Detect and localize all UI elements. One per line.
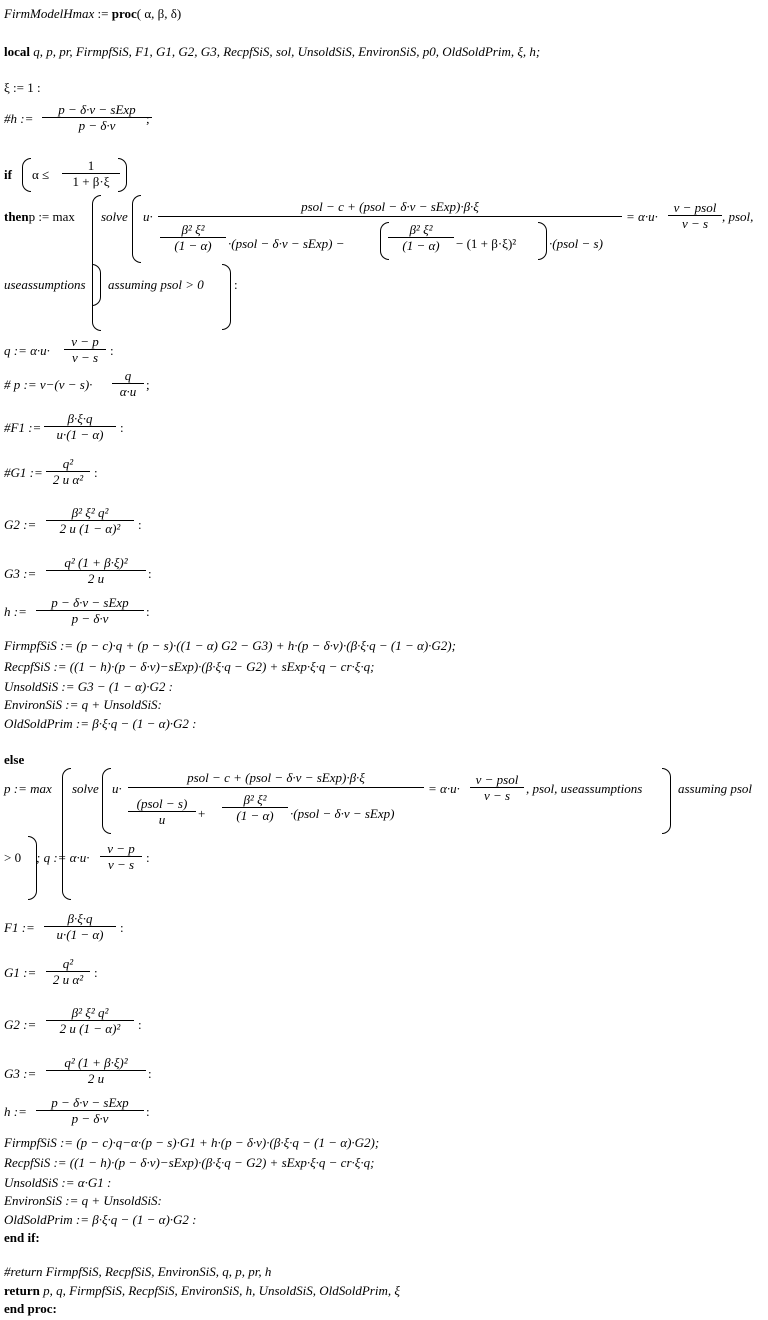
then-h-num: p − δ·v − sExp xyxy=(51,595,129,610)
proc-params: ( α, β, δ) xyxy=(136,6,182,21)
then-p-comment-den: α·u xyxy=(112,383,144,399)
else-unsold-line: UnsoldSiS := α·G1 : xyxy=(4,1175,112,1190)
else-g2-tail: : xyxy=(138,1017,142,1032)
then-rec-line: RecpfSiS := ((1 − h)·(p − δ·v)−sExp)·(β·ξ·q − G2) + sExp·ξ·q − cr·ξ·q; xyxy=(4,659,375,674)
h-comment-tail: ; xyxy=(146,111,150,126)
else-g1-num: q² xyxy=(62,956,74,971)
else-rhs-den: v − s xyxy=(470,787,524,803)
else-h-lhs: h := xyxy=(4,1104,27,1119)
proc-header xyxy=(4,6,181,22)
then-den-frac1-den: (1 − α) xyxy=(160,237,226,253)
else-h-fraction xyxy=(36,1095,144,1126)
then-g3-tail: : xyxy=(148,566,152,581)
else-rec-line: RecpfSiS := ((1 − h)·(p − δ·v)−sExp)·(β·ξ·q − G2) + sExp·ξ·q − cr·ξ·q; xyxy=(4,1155,375,1170)
else-keyword: else xyxy=(4,752,25,767)
local-list: q, p, pr, FirmpfSiS, F1, G1, G2, G3, RecpfSiS, sol, UnsoldSiS, EnvironSiS, p0, OldSoldPrim, ξ, h; xyxy=(30,44,541,59)
then-g1-fraction xyxy=(46,456,90,487)
then-f1-lhs: #F1 := xyxy=(4,420,42,435)
else-assuming: assuming psol xyxy=(678,781,753,796)
if-cond-fraction xyxy=(62,158,120,189)
then-rhs-tail: , psol, xyxy=(722,209,754,224)
then-h-fraction xyxy=(36,595,144,626)
solve-keyword: solve xyxy=(101,209,128,224)
then-den-frac1-num: β² ξ² xyxy=(181,222,205,237)
then-g3-lhs: G3 := xyxy=(4,566,37,581)
else-g2-lhs: G2 := xyxy=(4,1017,37,1032)
else-q-fraction xyxy=(100,841,142,872)
then-p-comment-fraction xyxy=(112,368,144,399)
else-den-b-den: (1 − α) xyxy=(222,807,288,823)
proc-name: FirmModelHmax xyxy=(4,6,95,21)
else-f1-den: u·(1 − α) xyxy=(44,926,116,942)
then-g1-tail: : xyxy=(94,465,98,480)
proc-keyword: proc xyxy=(111,6,137,21)
endif-line: end if: xyxy=(4,1230,40,1245)
else-q-den: v − s xyxy=(100,856,142,872)
else-solve-right-paren xyxy=(662,768,671,834)
then-g3-fraction xyxy=(46,555,146,586)
then-useassumptions: useassumptions xyxy=(4,277,86,292)
else-den-b-num: β² ξ² xyxy=(243,792,267,807)
max-left-paren xyxy=(92,195,101,331)
else-den-plus: + xyxy=(198,806,206,821)
h-comment-fraction xyxy=(42,102,152,133)
else-f1-lhs: F1 := xyxy=(4,920,35,935)
else-den-b xyxy=(222,792,288,823)
else-h-num: p − δ·v − sExp xyxy=(51,1095,129,1110)
else-firm-line: FirmpfSiS := (p − c)·q−α·(p − s)·G1 + h·(p − δ·v)·(β·ξ·q − (1 − α)·G2); xyxy=(4,1135,380,1150)
else-main-fraction-bar xyxy=(128,787,424,788)
else-max-left-paren xyxy=(62,768,71,900)
else-rhs-tail: , psol, useassumptions xyxy=(526,781,643,796)
then-colon: : xyxy=(234,277,238,292)
h-comment-num: p − δ·v − sExp xyxy=(58,102,136,117)
else-g3-den: 2 u xyxy=(46,1070,146,1086)
h-comment-lhs: #h := xyxy=(4,111,34,126)
then-q-fraction xyxy=(64,334,106,365)
then-h-lhs: h := xyxy=(4,604,27,619)
endproc-line: end proc: xyxy=(4,1301,57,1316)
else-g3-lhs: G3 := xyxy=(4,1066,37,1081)
then-g2-den: 2 u (1 − α)² xyxy=(46,520,134,536)
then-q-lhs: q := α·u· xyxy=(4,343,50,358)
then-g1-num: q² xyxy=(62,456,74,471)
then-p-comment-lhs: # p := v−(v − s)· xyxy=(4,377,93,392)
else-rhs-fraction xyxy=(470,772,524,803)
then-u-dot: u· xyxy=(143,209,153,224)
if-left-paren xyxy=(22,158,31,192)
then-g2-fraction xyxy=(46,505,134,536)
then-unsold-line: UnsoldSiS := G3 − (1 − α)·G2 : xyxy=(4,679,173,694)
return-comment: #return FirmpfSiS, RecpfSiS, EnvironSiS, q, p, pr, h xyxy=(4,1264,272,1279)
then-den-mid: ·(psol − δ·v − sExp) − xyxy=(228,236,345,251)
then-g3-num: q² (1 + β·ξ)² xyxy=(64,555,128,570)
else-main-numerator: psol − c + (psol − δ·v − sExp)·β·ξ xyxy=(187,770,365,785)
solve-left-paren xyxy=(132,195,141,263)
then-firm-line: FirmpfSiS := (p − c)·q + (p − s)·((1 − α) G2 − G3) + h·(p − δ·v)·(β·ξ·q − (1 − α)·G2); xyxy=(4,638,456,653)
then-f1-fraction xyxy=(44,411,116,442)
else-solve-keyword: solve xyxy=(72,781,99,796)
else-h-tail: : xyxy=(146,1104,150,1119)
then-p-assign xyxy=(4,209,75,225)
else-rhs: = α·u· xyxy=(428,781,460,796)
else-f1-tail: : xyxy=(120,920,124,935)
else-den-tail: ·(psol − δ·v − sExp) xyxy=(290,806,395,821)
return-keyword: return xyxy=(4,1283,40,1298)
else-rhs-num: v − psol xyxy=(475,772,519,787)
then-den-frac2-den: (1 − α) xyxy=(388,237,454,253)
then-f1-tail: : xyxy=(120,420,124,435)
then-g1-lhs: #G1 := xyxy=(4,465,43,480)
then-f1-den: u·(1 − α) xyxy=(44,426,116,442)
else-q-lhs: ; q := α·u· xyxy=(36,850,90,865)
else-g2-den: 2 u (1 − α)² xyxy=(46,1020,134,1036)
then-main-numerator: psol − c + (psol − δ·v − sExp)·β·ξ xyxy=(301,199,479,214)
then-q-tail: : xyxy=(110,343,114,358)
then-den-frac2-num: β² ξ² xyxy=(409,222,433,237)
else-g1-den: 2 u α² xyxy=(46,971,90,987)
then-den-end: ·(psol − s) xyxy=(549,236,603,251)
local-declaration xyxy=(4,44,540,60)
then-q-num: v − p xyxy=(71,334,99,349)
then-p-comment-num: q xyxy=(124,368,132,383)
else-f1-fraction xyxy=(44,911,116,942)
else-q-num: v − p xyxy=(107,841,135,856)
else-p-assign: p := max xyxy=(4,781,52,796)
then-p-max: p := max xyxy=(28,209,75,224)
else-environ-line: EnvironSiS := q + UnsoldSiS: xyxy=(4,1193,162,1208)
return-list: p, q, FirmpfSiS, RecpfSiS, EnvironSiS, h, UnsoldSiS, OldSoldPrim, ξ xyxy=(39,1283,400,1298)
then-g1-den: 2 u α² xyxy=(46,471,90,487)
then-g2-tail: : xyxy=(138,517,142,532)
assign-op: := xyxy=(94,6,112,21)
else-f1-num: β·ξ·q xyxy=(67,911,93,926)
if-cond-den: 1 + β·ξ xyxy=(62,173,120,189)
else-g1-fraction xyxy=(46,956,90,987)
then-rhs-den: v − s xyxy=(668,215,722,231)
then-rhs-num: v − psol xyxy=(673,200,717,215)
then-den-frac1 xyxy=(160,222,226,253)
then-environ-line: EnvironSiS := q + UnsoldSiS: xyxy=(4,697,162,712)
else-u-dot: u· xyxy=(112,781,122,796)
else-g1-tail: : xyxy=(94,965,98,980)
then-keyword: then xyxy=(4,209,29,224)
then-g2-num: β² ξ² q² xyxy=(71,505,109,520)
max-right-paren xyxy=(222,264,231,330)
if-cond-lhs: α ≤ xyxy=(32,167,50,182)
else-g3-num: q² (1 + β·ξ)² xyxy=(64,1055,128,1070)
else-g2-fraction xyxy=(46,1005,134,1036)
then-oldsold-line: OldSoldPrim := β·ξ·q − (1 − α)·G2 : xyxy=(4,716,197,731)
h-comment-den: p − δ·v xyxy=(42,117,152,133)
else-den-a-num: (psol − s) xyxy=(136,796,188,811)
else-g1-lhs: G1 := xyxy=(4,965,37,980)
then-rhs-fraction xyxy=(668,200,722,231)
then-den-tail: − (1 + β·ξ)² xyxy=(456,236,517,251)
then-h-den: p − δ·v xyxy=(36,610,144,626)
else-g3-fraction xyxy=(46,1055,146,1086)
solve-right-paren xyxy=(92,264,101,306)
then-den-frac2 xyxy=(388,222,454,253)
then-den-inner-right-paren xyxy=(538,222,547,260)
else-max-right-paren xyxy=(28,836,37,900)
then-rhs: = α·u· xyxy=(626,209,658,224)
then-h-tail: : xyxy=(146,604,150,619)
then-g3-den: 2 u xyxy=(46,570,146,586)
else-cont: > 0 xyxy=(4,850,22,865)
if-keyword: if xyxy=(4,167,12,182)
else-h-den: p − δ·v xyxy=(36,1110,144,1126)
then-main-fraction-bar xyxy=(158,216,622,217)
else-q-tail: : xyxy=(146,850,150,865)
if-right-paren xyxy=(118,158,127,192)
if-cond-num: 1 xyxy=(87,158,95,173)
else-den-a xyxy=(128,796,196,827)
else-oldsold-line: OldSoldPrim := β·ξ·q − (1 − α)·G2 : xyxy=(4,1212,197,1227)
then-q-den: v − s xyxy=(64,349,106,365)
return-line xyxy=(4,1283,400,1299)
else-solve-left-paren xyxy=(102,768,111,834)
else-g3-tail: : xyxy=(148,1066,152,1081)
else-den-a-den: u xyxy=(128,811,196,827)
local-keyword: local xyxy=(4,44,30,59)
then-p-comment-tail: ; xyxy=(146,377,150,392)
else-g2-num: β² ξ² q² xyxy=(71,1005,109,1020)
xi-assignment: ξ := 1 : xyxy=(4,80,41,95)
then-assuming: assuming psol > 0 xyxy=(108,277,204,292)
then-f1-num: β·ξ·q xyxy=(67,411,93,426)
then-g2-lhs: G2 := xyxy=(4,517,37,532)
